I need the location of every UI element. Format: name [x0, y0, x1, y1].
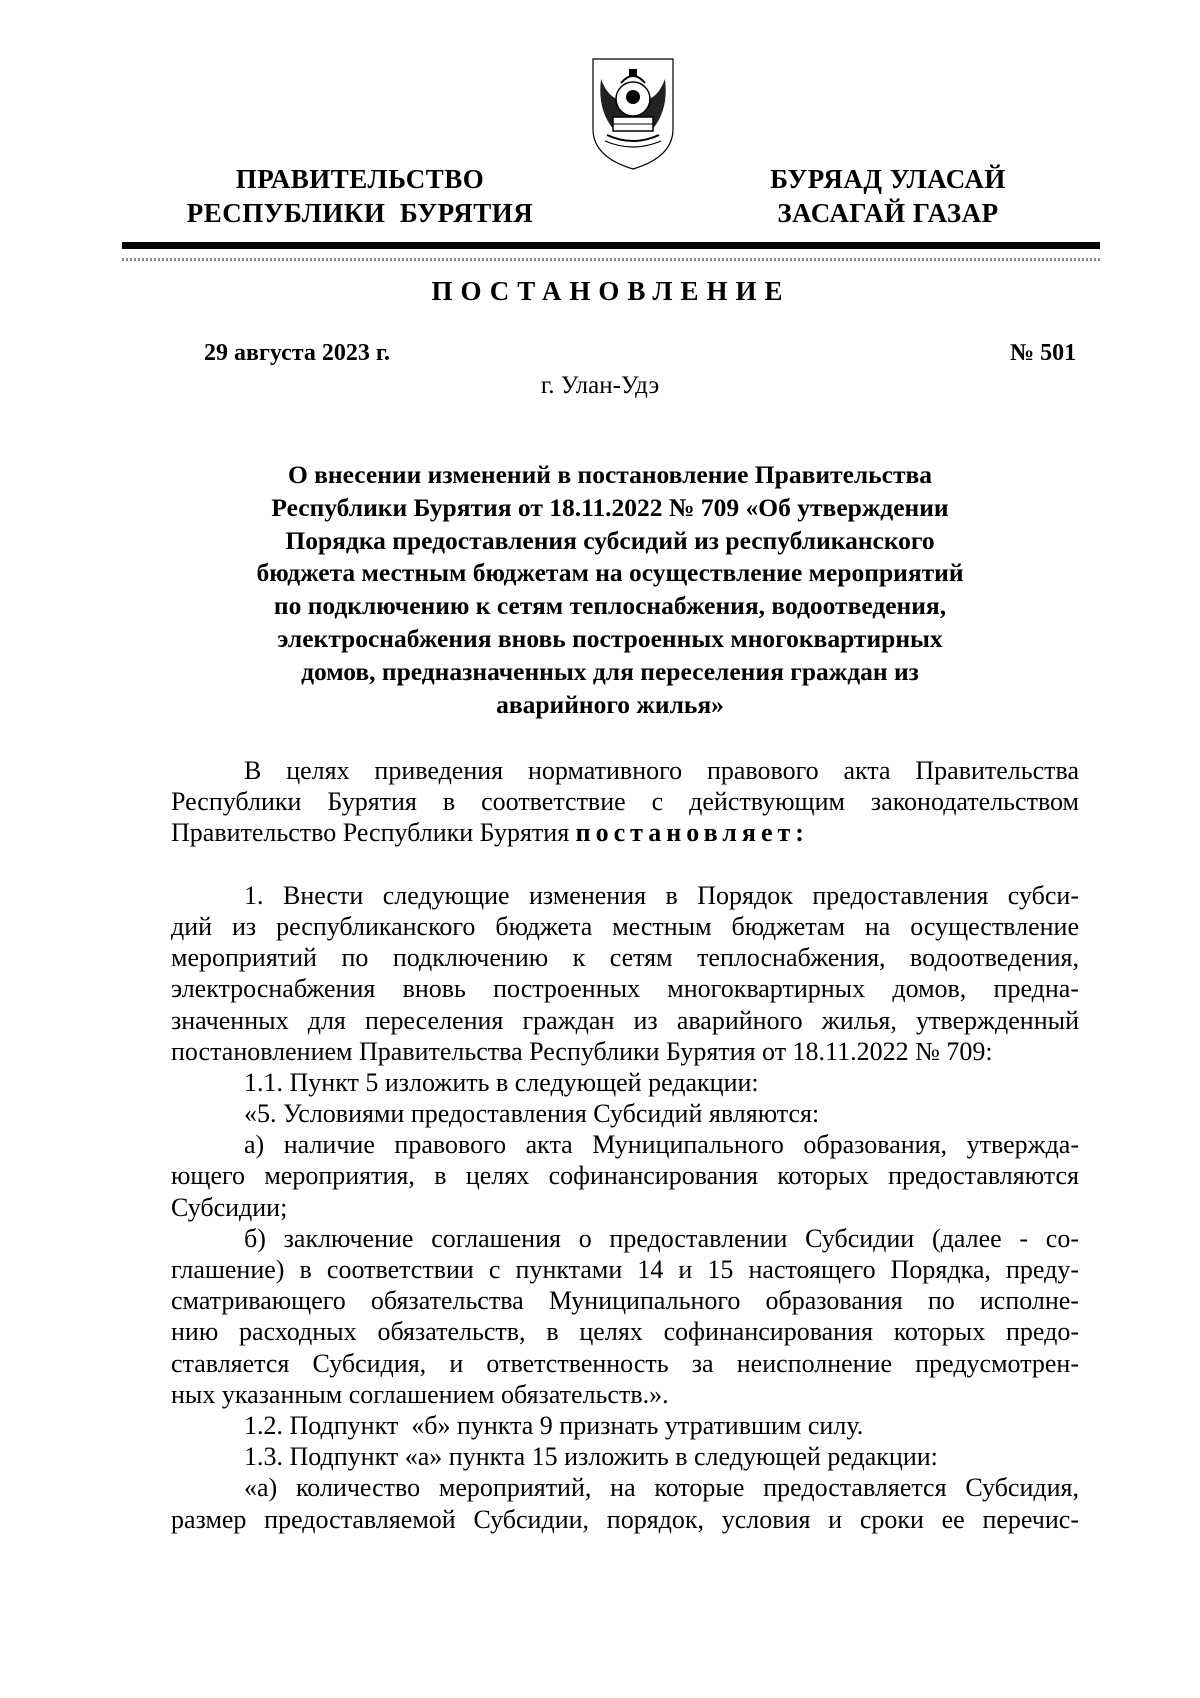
body-line: значенных для переселения граждан из аварийного жилья, утвержденный	[171, 1005, 1079, 1035]
subject-line: по подключению к сетям теплоснабжения, водоотведения,	[273, 591, 947, 621]
document-body	[171, 755, 1079, 1535]
header-right-line-1: БУРЯАД УЛАСАЙ	[770, 164, 1006, 194]
subject-line: электроснабжения вновь построенных многоквартирных	[277, 623, 943, 653]
subject-line: аварийного жилья»	[496, 689, 724, 719]
document-type: ПОСТАНОВЛЕНИЕ	[431, 276, 791, 306]
body-line: а) наличие правового акта Муниципального образования, утвержда-	[244, 1130, 1079, 1160]
header-left-line-1: ПРАВИТЕЛЬСТВО	[235, 164, 485, 194]
body-line: глашение) в соответствии с пунктами 14 и 15 настоящего Порядка, преду-	[171, 1255, 1079, 1284]
body-line: ющего мероприятия, в целях софинансирования которых предоставляются	[171, 1161, 1079, 1191]
subject-line: Порядка предоставления субсидий из республиканского	[285, 525, 935, 555]
subject-line: О внесении изменений в постановление Правительства	[287, 460, 933, 489]
preamble-line: Республики Бурятия в соответствие с действующим законодательством	[171, 787, 1079, 817]
body-line: 1.2. Подпункт «б» пункта 9 признать утратившим силу.	[244, 1410, 864, 1440]
document-subject	[210, 459, 1010, 721]
header-divider-thick	[122, 242, 1100, 249]
header-divider-thin	[122, 258, 1100, 261]
document-city: г. Улан-Удэ	[540, 372, 660, 399]
preamble-line-3: Правительство Республики Бурятия	[171, 818, 570, 848]
body-line: постановлением Правительства Республики Бурятия от 18.11.2022 № 709:	[171, 1036, 993, 1066]
header-left-line-2: РЕСПУБЛИКИ БУРЯТИЯ	[186, 198, 534, 228]
header-right-line-2: ЗАСАГАЙ ГАЗАР	[777, 198, 999, 228]
subject-line: домов, предназначенных для переселения граждан из	[301, 656, 919, 686]
body-line: б) заключение соглашения о предоставлении Субсидии (далее - со-	[244, 1223, 1079, 1253]
body-line: дий из республиканского бюджета местным бюджетам на осуществление	[171, 911, 1079, 941]
body-line: размер предоставляемой Субсидии, порядок, условия и сроки ее перечис-	[171, 1504, 1079, 1534]
body-line: 1.1. Пункт 5 изложить в следующей редакции:	[244, 1067, 759, 1097]
body-line: ных указанным соглашением обязательств.».	[171, 1379, 669, 1409]
body-line: мероприятий по подключению к сетям теплоснабжения, водоотведения,	[171, 943, 1079, 973]
preamble-line	[171, 817, 1079, 848]
paragraph-gap	[171, 849, 1079, 880]
preamble-line: В целях приведения нормативного правового акта Правительства	[244, 756, 1079, 785]
body-line: сматривающего обязательства Муниципального образования по исполне-	[171, 1286, 1079, 1316]
resolves-word: постановляет:	[575, 818, 809, 848]
document-date: 29 августа 2023 г.	[204, 340, 391, 366]
document-number: № 501	[1010, 340, 1077, 366]
body-line: электроснабжения вновь построенных многоквартирных домов, предна-	[171, 974, 1079, 1004]
body-line: ставляется Субсидия, и ответственность за неисполнение предусмотрен-	[171, 1348, 1079, 1378]
government-name-buryat	[748, 162, 1028, 230]
subject-line: Республики Бурятия от 18.11.2022 № 709 «Об утверждении	[271, 492, 949, 522]
coat-of-arms-icon	[587, 55, 679, 173]
body-line: «5. Условиями предоставления Субсидий являются:	[244, 1099, 820, 1129]
body-line: 1.3. Подпункт «а» пункта 15 изложить в следующей редакции:	[244, 1442, 938, 1472]
body-line: 1. Внести следующие изменения в Порядок предоставления субси-	[244, 880, 1079, 910]
body-line: нию расходных обязательств, в целях софинансирования которых предо-	[171, 1317, 1079, 1347]
government-name-russian	[175, 162, 545, 230]
subject-line: бюджета местным бюджетам на осуществление мероприятий	[256, 558, 964, 588]
body-line: «а) количество мероприятий, на которые предоставляется Субсидия,	[244, 1473, 1079, 1503]
body-line: Субсидии;	[171, 1192, 288, 1222]
